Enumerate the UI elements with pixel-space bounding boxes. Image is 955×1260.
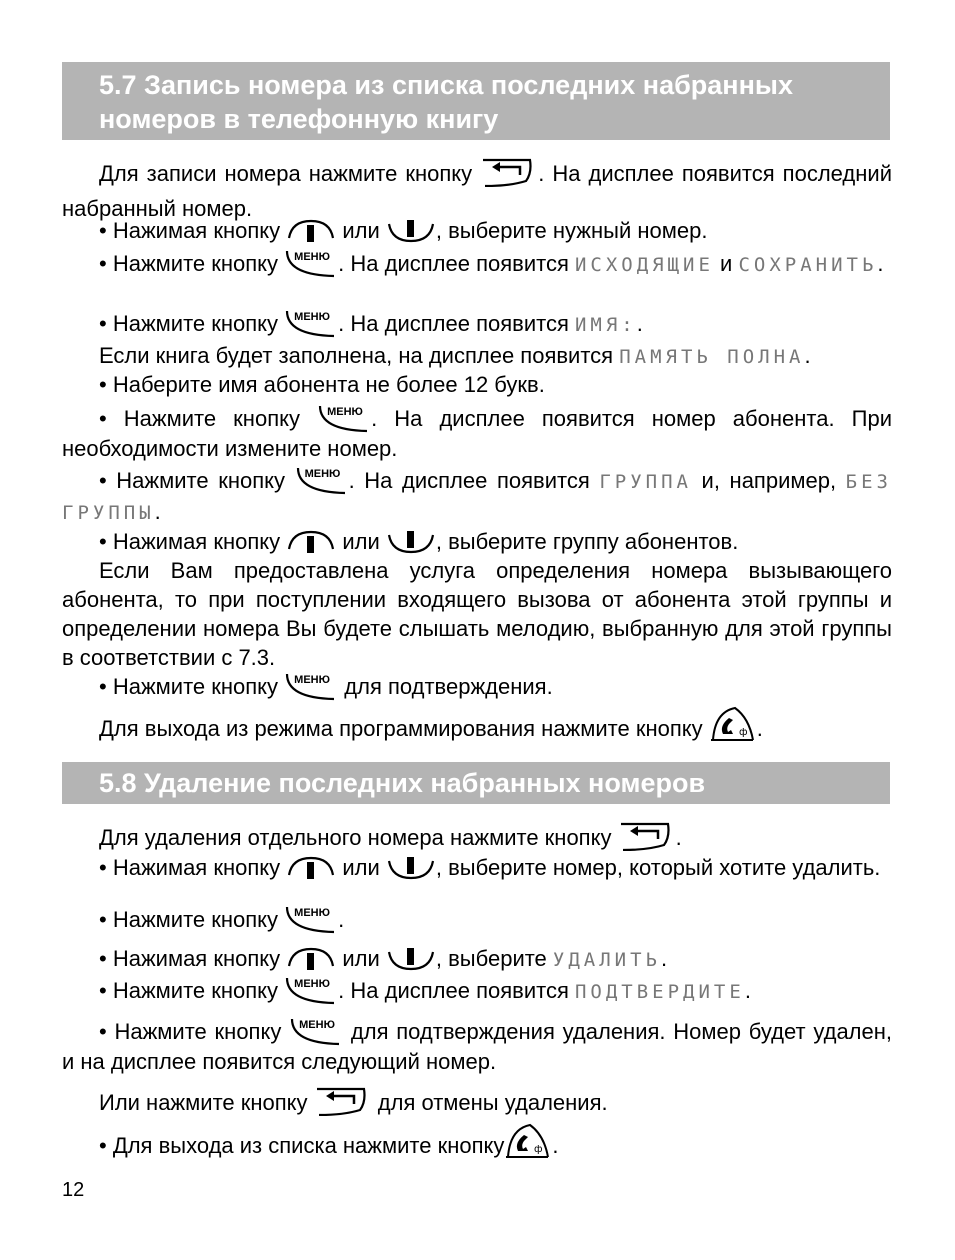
text: или xyxy=(336,218,386,243)
paragraph xyxy=(62,370,892,399)
paragraph xyxy=(62,976,892,1007)
paragraph xyxy=(62,704,892,749)
text: • Нажмите кнопку xyxy=(99,674,285,699)
text: . xyxy=(804,343,811,368)
text: Для записи номера нажмите кнопку xyxy=(99,161,481,186)
paragraph xyxy=(62,1084,892,1123)
paragraph xyxy=(62,556,892,672)
menu-key-label: МЕНЮ xyxy=(327,406,363,418)
text: . На дисплее появится xyxy=(348,468,600,493)
menu-key-icon xyxy=(289,1017,343,1047)
up-key-icon xyxy=(286,946,336,979)
menu-key-icon xyxy=(284,976,338,1006)
menu-key-icon xyxy=(295,466,349,496)
menu-key-label: МЕНЮ xyxy=(299,1019,335,1031)
text: , выберите нужный номер. xyxy=(435,218,708,243)
text: • Нажмите кнопку xyxy=(99,251,285,276)
paragraph xyxy=(62,944,892,979)
paragraph xyxy=(62,853,892,888)
menu-key-icon xyxy=(284,309,338,339)
menu-key-icon xyxy=(317,404,371,434)
text: • Нажимая кнопку xyxy=(99,855,287,880)
text: • Нажмите кнопку xyxy=(99,468,295,493)
down-key-icon xyxy=(386,218,436,251)
back-key-icon xyxy=(314,1084,372,1123)
paragraph xyxy=(62,249,892,280)
svg-text:ф: ф xyxy=(738,727,748,738)
text: или xyxy=(336,529,386,554)
paragraph xyxy=(62,1121,892,1166)
display-text: СОХРАНИТЬ xyxy=(738,254,878,276)
text: • Для выхода из списка нажмите кнопку xyxy=(99,1133,505,1158)
text: Если книга будет заполнена, на дисплее появится xyxy=(99,343,620,368)
menu-key-label: МЕНЮ xyxy=(304,468,341,480)
text: . xyxy=(744,978,751,1003)
text: , выберите номер, который хотите удалить. xyxy=(435,855,881,880)
text: для подтверждения удаления. Номер будет удален, и на дисплее появится следующий номер. xyxy=(62,1019,893,1074)
down-key-icon xyxy=(386,946,436,979)
text: . xyxy=(675,825,682,850)
text: • Нажимая кнопку xyxy=(99,218,287,243)
menu-key-label: МЕНЮ xyxy=(294,251,330,263)
menu-key-label: МЕНЮ xyxy=(294,978,330,990)
section-5-7-heading xyxy=(62,62,890,140)
text: . На дисплее появится номер абонента. При необходимости измените номер. xyxy=(62,406,893,461)
display-text: УДАЛИТЬ xyxy=(552,949,661,971)
paragraph xyxy=(62,672,892,702)
text: • Нажмите кнопку xyxy=(99,311,285,336)
paragraph xyxy=(62,466,892,528)
text: и, например, xyxy=(691,468,846,493)
text: • Нажмите кнопку xyxy=(99,978,285,1003)
display-text: ИМЯ: xyxy=(574,314,637,336)
text: • Нажмите кнопку xyxy=(99,1019,290,1044)
text: . xyxy=(154,499,161,524)
heading-line: номеров в телефонную книгу xyxy=(99,104,499,134)
paragraph xyxy=(62,155,892,223)
text: . xyxy=(756,716,763,741)
text: • Нажимая кнопку xyxy=(99,529,287,554)
paragraph xyxy=(62,404,892,463)
display-text: ПАМЯТЬ ПОЛНА xyxy=(619,346,805,368)
text: • Нажмите кнопку xyxy=(99,406,318,431)
text: • Нажимая кнопку xyxy=(99,946,287,971)
text: . xyxy=(338,907,345,932)
text: , выберите xyxy=(435,946,553,971)
up-key-icon xyxy=(286,855,336,888)
text: Для удаления отдельного номера нажмите кнопку xyxy=(99,825,618,850)
text: , выберите группу абонентов. xyxy=(435,529,739,554)
down-key-icon xyxy=(386,855,436,888)
section-5-8-heading xyxy=(62,762,890,804)
text: или xyxy=(336,855,386,880)
menu-key-label: МЕНЮ xyxy=(294,311,330,323)
text: и xyxy=(713,251,739,276)
menu-key-icon xyxy=(284,672,338,702)
heading-line: 5.7 Запись номера из списка последних набранных xyxy=(99,70,793,100)
end-key-icon xyxy=(504,1121,552,1166)
text: . xyxy=(636,311,643,336)
text: . xyxy=(552,1133,559,1158)
text: . На дисплее появится xyxy=(338,251,575,276)
text: . xyxy=(660,946,668,971)
text: . На дисплее появится xyxy=(338,311,575,336)
paragraph xyxy=(62,905,892,935)
text: для подтверждения. xyxy=(338,674,553,699)
text: . На дисплее появится xyxy=(338,978,575,1003)
paragraph xyxy=(62,309,892,340)
page-number: 12 xyxy=(62,1179,85,1201)
text: Или нажмите кнопку xyxy=(99,1090,314,1115)
heading-line: 5.8 Удаление последних набранных номеров xyxy=(99,768,706,798)
paragraph xyxy=(62,1017,892,1076)
back-key-icon xyxy=(480,155,538,194)
svg-text:ф: ф xyxy=(534,1144,543,1155)
text: . xyxy=(877,251,884,276)
text: Для выхода из режима программирования нажмите кнопку xyxy=(99,716,709,741)
text: . На дисплее появится последний набранный номер. xyxy=(62,161,892,221)
text: • Наберите имя абонента не более 12 букв. xyxy=(99,372,545,397)
menu-key-icon xyxy=(284,905,338,935)
menu-key-label: МЕНЮ xyxy=(294,907,330,919)
display-text: БЕЗ ГРУППЫ xyxy=(62,471,892,524)
end-key-icon xyxy=(709,704,757,749)
display-text: ПОДТВЕРДИТЕ xyxy=(574,981,745,1003)
text: или xyxy=(336,946,386,971)
text: для отмены удаления. xyxy=(371,1090,608,1115)
menu-key-label: МЕНЮ xyxy=(294,674,330,686)
text: • Нажмите кнопку xyxy=(99,907,285,932)
paragraph xyxy=(62,216,892,251)
paragraph xyxy=(62,341,892,372)
up-key-icon xyxy=(286,218,336,251)
menu-key-icon xyxy=(284,249,338,279)
text: Если Вам предоставлена услуга определения номера вызывающего абонента, то при поступлении входящего вызова от абонента этой группы и определении номера Вы будете слышать мелодию, выбранную для этой группы в соответствии с 7.3. xyxy=(62,558,892,670)
display-text: ГРУППА xyxy=(599,471,692,493)
display-text: ИСХОДЯЩИЕ xyxy=(574,254,714,276)
